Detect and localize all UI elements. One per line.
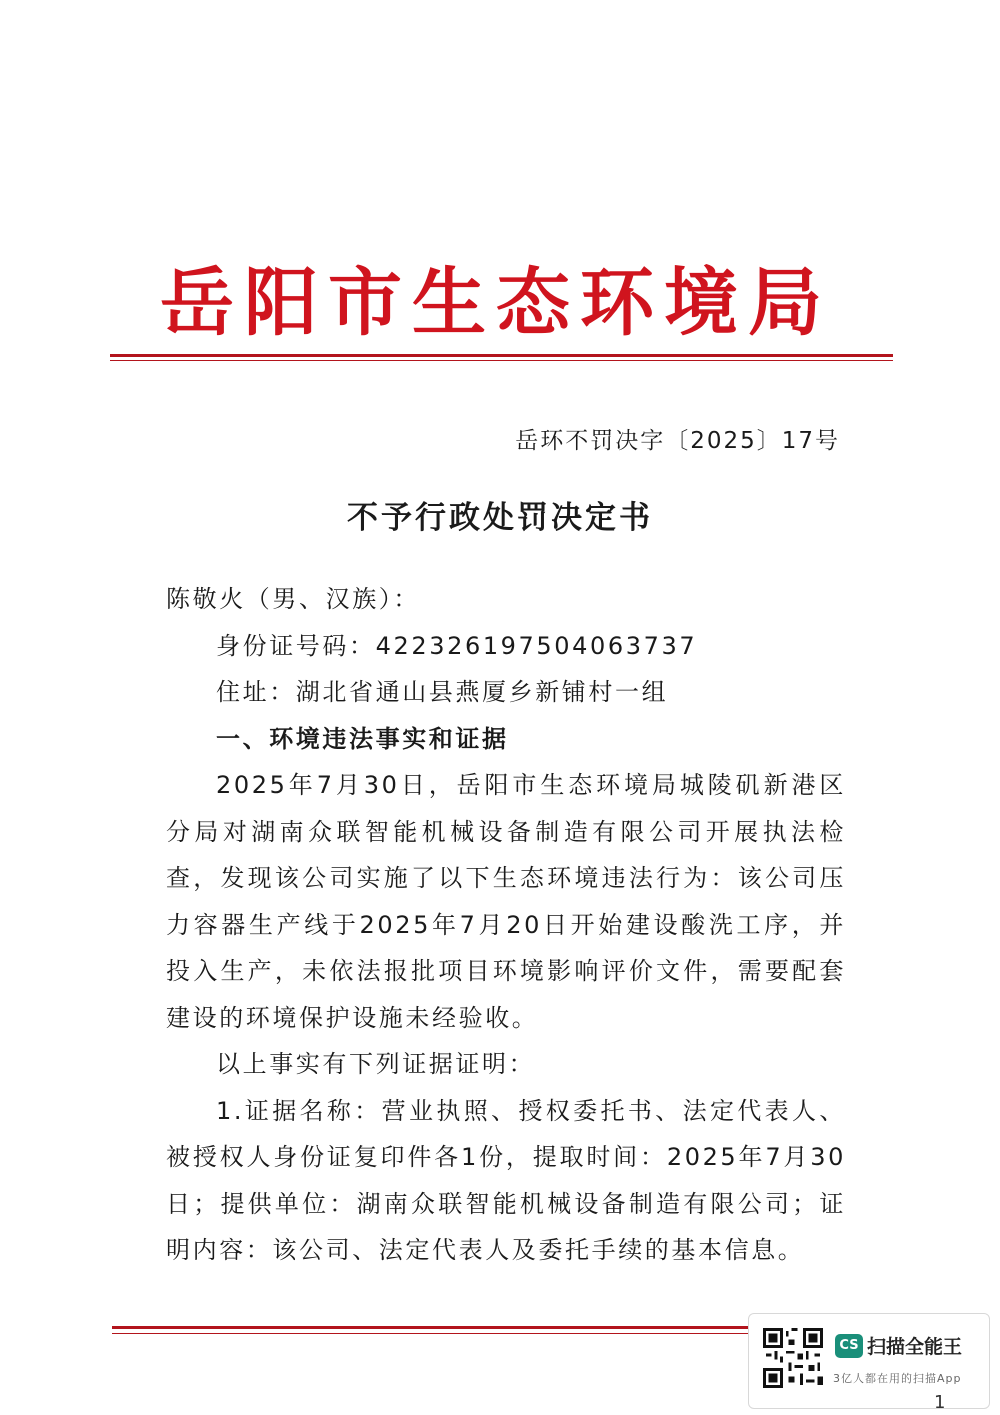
scanner-watermark: [748, 1313, 990, 1409]
watermark-tagline: 3亿人都在用的扫描App: [833, 1372, 962, 1385]
party-id-number: 身份证号码：422326197504063737: [216, 631, 698, 660]
page-number: 1: [934, 1392, 946, 1413]
party-address: 住址：湖北省通山县燕厦乡新铺村一组: [216, 678, 669, 706]
header-divider-thick: [110, 354, 893, 357]
document-title: 不予行政处罚决定书: [347, 500, 653, 536]
document-body: [166, 576, 846, 1274]
document-number: 岳环不罚决字〔2025〕17号: [515, 428, 840, 454]
evidence-item-1: 1.证据名称：营业执照、授权委托书、法定代表人、被授权人身份证复印件各1份，提取时间：2025年7月30日；提供单位：湖南众联智能机械设备制造有限公司；证明内容：该公司、法定代表人及委托手续的基本信息。: [166, 1096, 846, 1264]
header-divider-thin: [110, 360, 893, 361]
qr-code-icon: [763, 1328, 823, 1388]
violation-facts-paragraph: 2025年7月30日，岳阳市生态环境局城陵矶新港区分局对湖南众联智能机械设备制造有限公司开展执法检查，发现该公司实施了以下生态环境违法行为：该公司压力容器生产线于2025年7月20日开始建设酸洗工序，并投入生产，未依法报批项目环境影响评价文件，需要配套建设的环境保护设施未经验收。: [166, 771, 846, 1032]
section-heading-violation-facts: 一、环境违法事实和证据: [216, 724, 509, 753]
evidence-intro: 以上事实有下列证据证明：: [216, 1050, 536, 1078]
footer-divider-thick: [112, 1326, 752, 1329]
footer-divider-thin: [112, 1333, 752, 1334]
agency-name-header: 岳阳市生态环境局: [160, 260, 832, 346]
party-name: 陈敬火（男、汉族）：: [166, 585, 420, 613]
camscanner-logo-icon: CS: [835, 1334, 863, 1358]
watermark-brand: 扫描全能王: [867, 1336, 963, 1358]
